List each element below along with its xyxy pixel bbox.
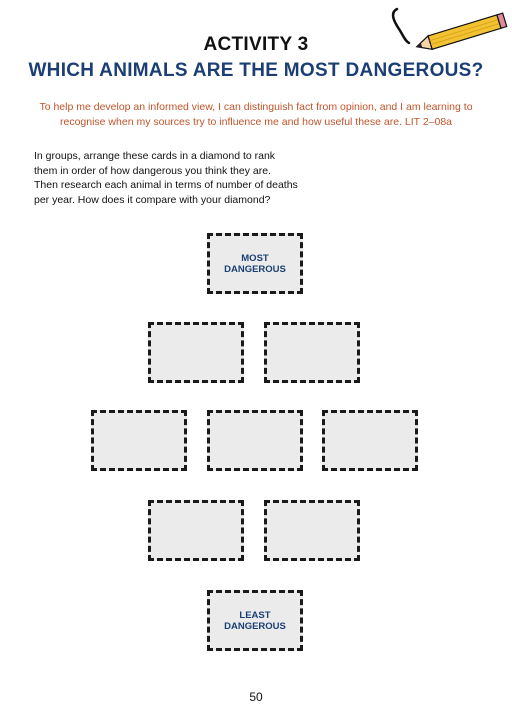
- card-most-dangerous: [207, 233, 303, 294]
- card-label: MOST DANGEROUS: [224, 252, 286, 275]
- card-slot: [207, 410, 303, 471]
- instructions: [34, 149, 298, 207]
- card-slot: [322, 410, 418, 471]
- instruction-line: them in order of how dangerous you think they are.: [34, 164, 271, 177]
- card-slot: [148, 500, 244, 561]
- instruction-line: Then research each animal in terms of number of deaths: [34, 179, 298, 191]
- activity-question: WHICH ANIMALS ARE THE MOST DANGEROUS?: [28, 60, 484, 81]
- card-label: LEAST DANGEROUS: [224, 609, 286, 632]
- card-slot: [148, 322, 244, 383]
- page-number: 50: [249, 690, 263, 704]
- instruction-line: In groups, arrange these cards in a diamond to rank: [34, 150, 276, 162]
- instruction-line: per year. How does it compare with your diamond?: [34, 193, 271, 206]
- learning-objective: To help me develop an informed view, I can distinguish fact from opinion, and I am learning to recognise when my sources try to influence me and how useful these are. LIT 2–08a: [39, 101, 473, 128]
- card-slot: [264, 500, 360, 561]
- card-slot: [264, 322, 360, 383]
- activity-title: ACTIVITY 3: [203, 34, 309, 55]
- card-slot: [91, 410, 187, 471]
- card-least-dangerous: [207, 590, 303, 651]
